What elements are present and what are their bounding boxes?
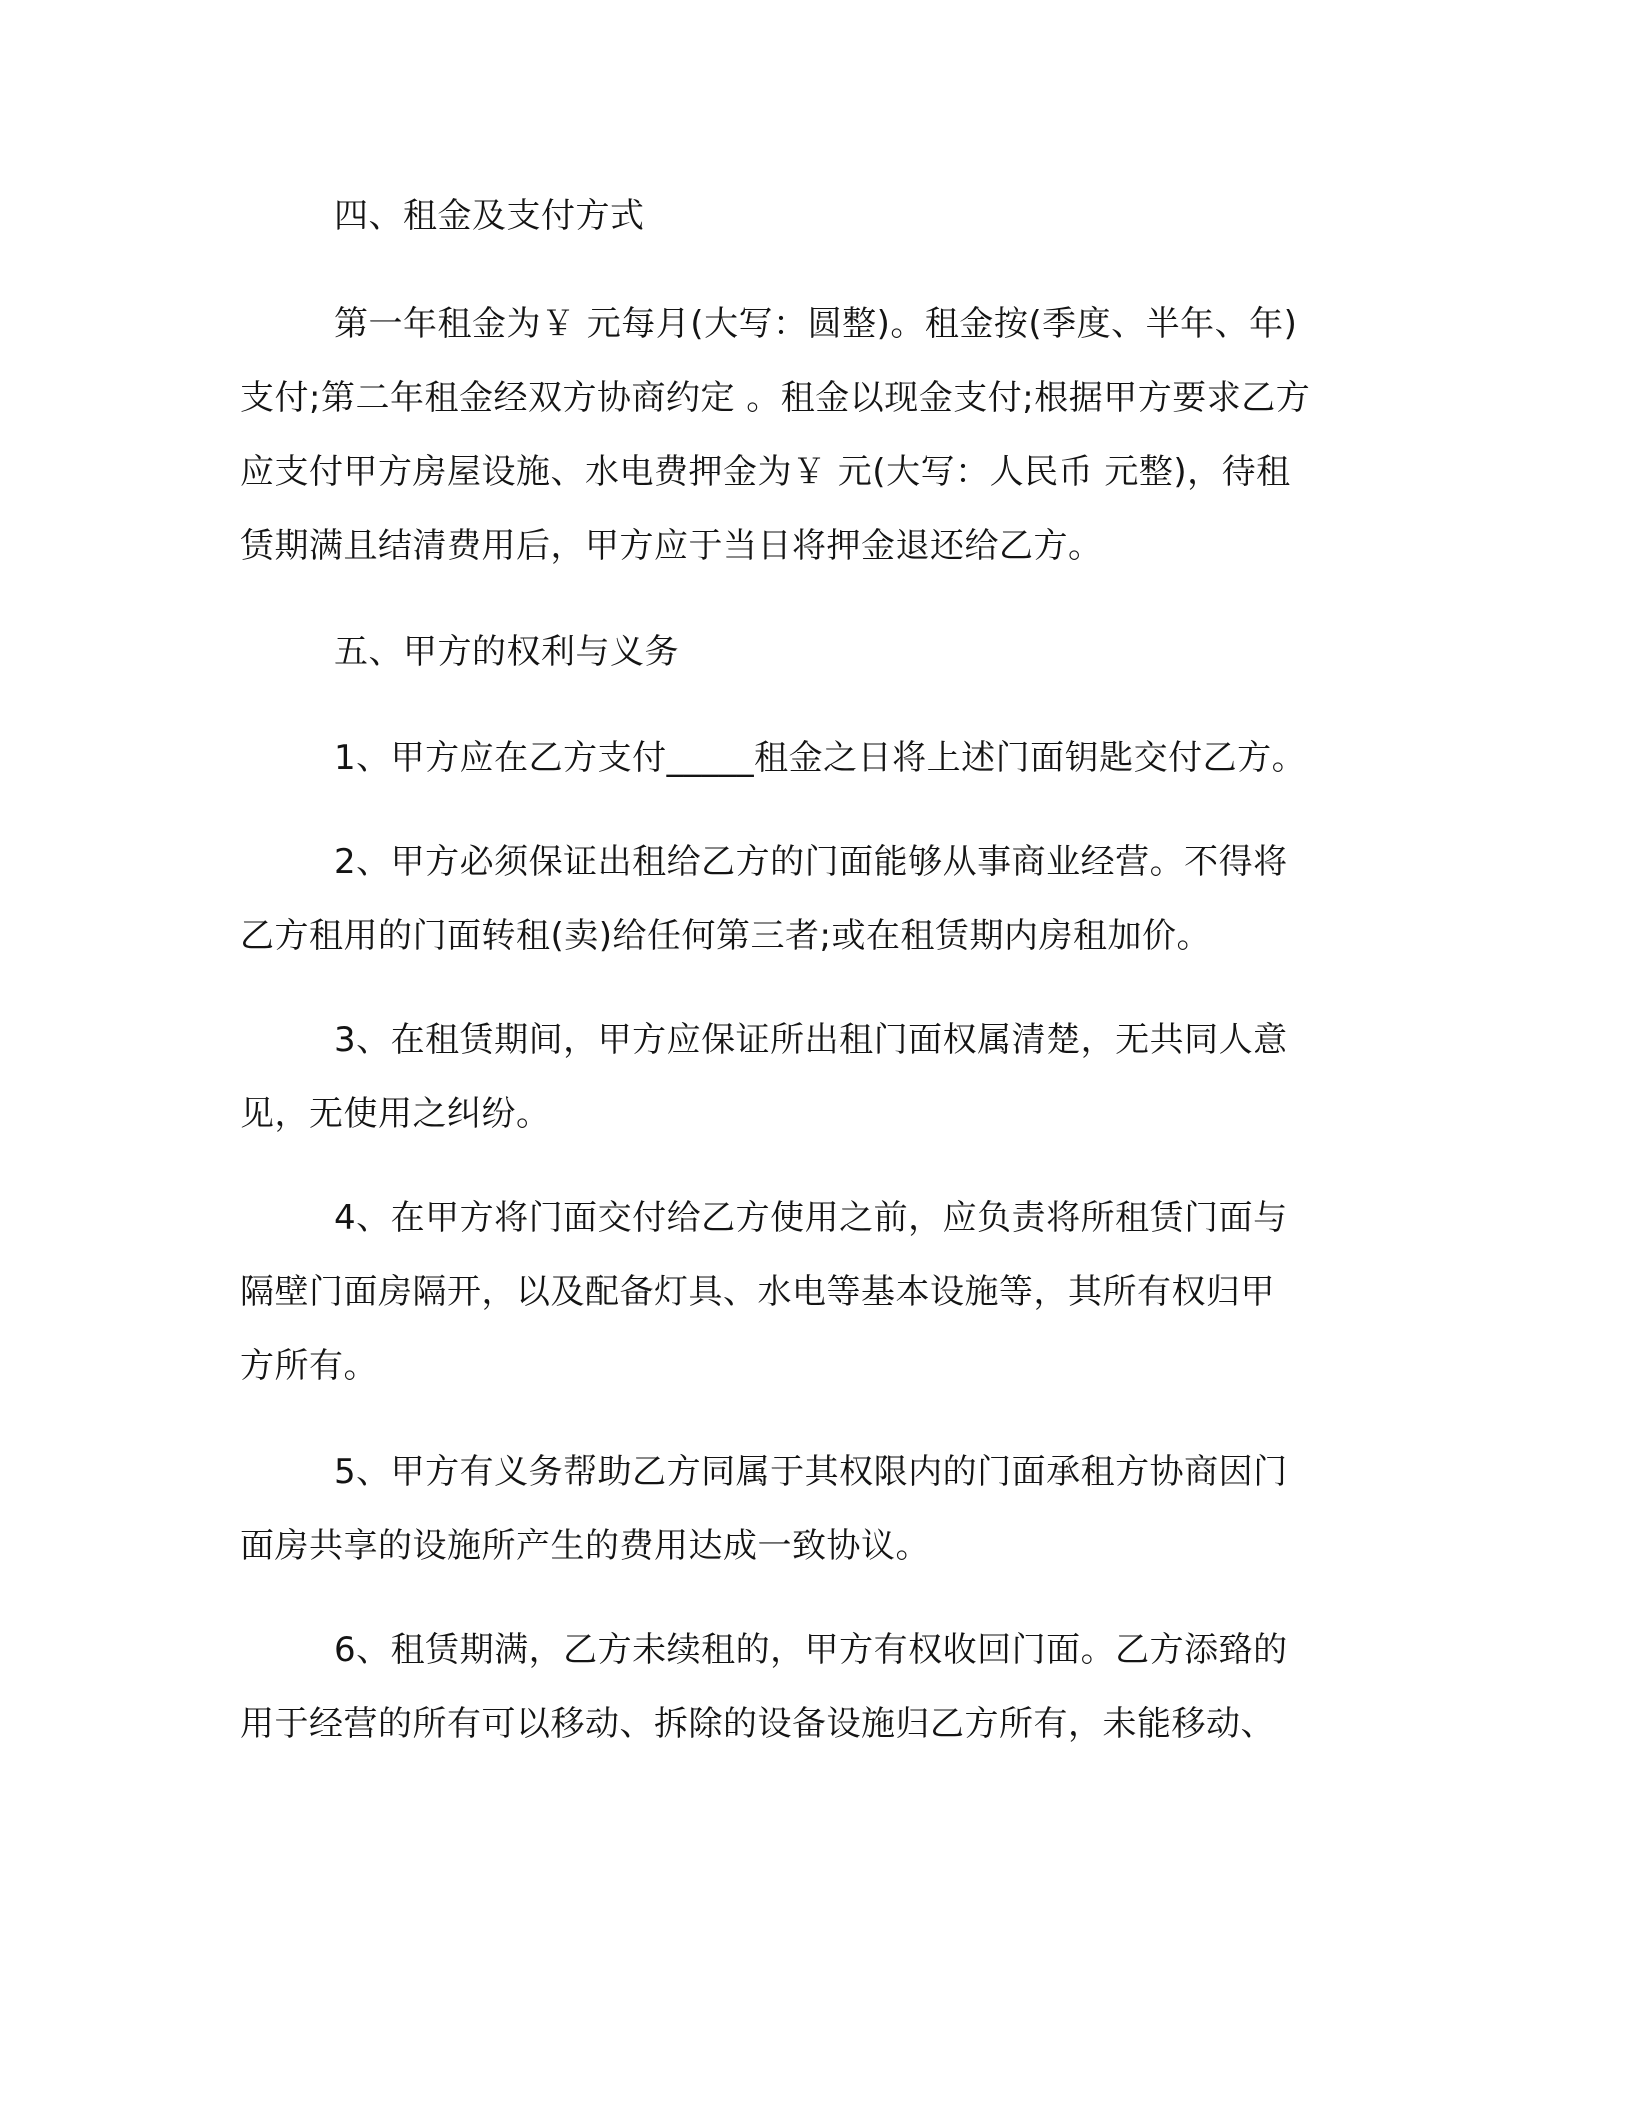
clause-line: 用于经营的所有可以移动、拆除的设备设施归乙方所有，未能移动、 [240, 1704, 1275, 1744]
clause-line: 隔壁门面房隔开，以及配备灯具、水电等基本设施等，其所有权归甲 [240, 1272, 1275, 1312]
clause-line: 5、甲方有义务帮助乙方同属于其权限内的门面承租方协商因门 [334, 1452, 1288, 1492]
clause-line: 乙方租用的门面转租(卖)给任何第三者;或在租赁期内房租加价。 [240, 916, 1211, 956]
clause-line: 见，无使用之纠纷。 [240, 1094, 551, 1134]
clause-line: 1、甲方应在乙方支付_____租金之日将上述门面钥匙交付乙方。 [334, 738, 1307, 778]
clause-line: 2、甲方必须保证出租给乙方的门面能够从事商业经营。不得将 [334, 842, 1288, 882]
section-heading-rent-payment: 四、租金及支付方式 [334, 196, 645, 236]
paragraph-line: 应支付甲方房屋设施、水电费押金为￥ 元(大写：人民币 元整)，待租 [240, 452, 1291, 492]
paragraph-line: 赁期满且结清费用后，甲方应于当日将押金退还给乙方。 [240, 526, 1103, 566]
clause-line: 6、租赁期满，乙方未续租的，甲方有权收回门面。乙方添臵的 [334, 1630, 1288, 1670]
clause-line: 方所有。 [240, 1346, 378, 1386]
clause-line: 面房共享的设施所产生的费用达成一致协议。 [240, 1526, 930, 1566]
paragraph-line: 第一年租金为￥ 元每月(大写：圆整)。租金按(季度、半年、年) [334, 304, 1298, 344]
section-heading-lessor-rights: 五、甲方的权利与义务 [334, 632, 679, 672]
paragraph-line: 支付;第二年租金经双方协商约定 。租金以现金支付;根据甲方要求乙方 [240, 378, 1311, 418]
clause-line: 4、在甲方将门面交付给乙方使用之前，应负责将所租赁门面与 [334, 1198, 1288, 1238]
clause-line: 3、在租赁期间，甲方应保证所出租门面权属清楚，无共同人意 [334, 1020, 1288, 1060]
